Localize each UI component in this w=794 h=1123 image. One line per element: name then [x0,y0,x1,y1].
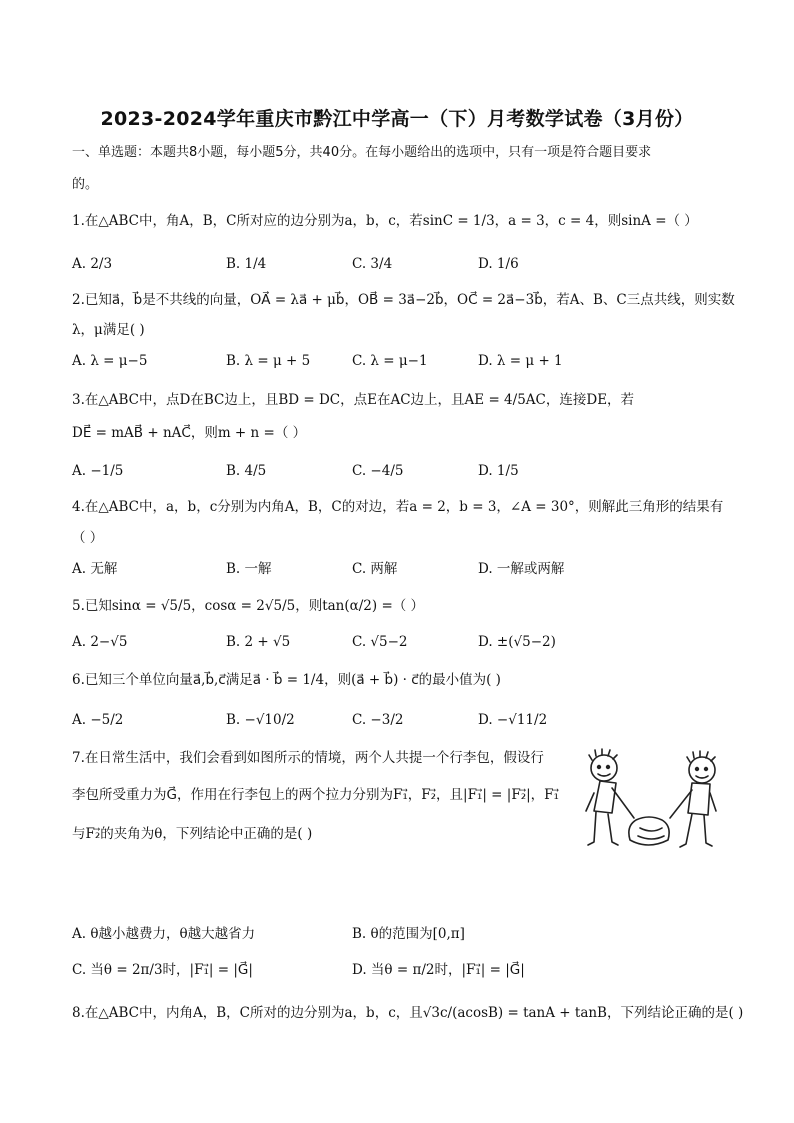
question-6-option-d: D. −√11/2 [478,712,548,728]
question-3-option-a: A. −1/5 [72,463,124,479]
exam-title: 2023-2024学年重庆市黔江中学高一（下）月考数学试卷（3月份） [100,108,694,130]
question-3-stem-line1: 3.在△ABC中，点D在BC边上，且BD = DC，点E在AC边上，且AE = 4/5AC，连接DE，若 [72,392,635,408]
left-person-arm [612,788,634,818]
right-person-body [688,783,710,815]
question-4-stem-line1: 4.在△ABC中，a，b，c分别为内角A，B，C的对边，若a = 2，b = 3，∠A = 30°，则解此三角形的结果有 [72,499,724,515]
question-2-option-d: D. λ = μ + 1 [478,353,563,369]
question-5-option-c: C. √5−2 [352,634,408,650]
right-person-legs [680,814,712,847]
question-2-option-c: C. λ = μ−1 [352,353,428,369]
question-7-stem-line3: 与F₂⃗的夹角为θ，下列结论中正确的是( ) [72,826,313,842]
question-2-stem-line1: 2.已知a⃗，b⃗是不共线的向量，OA⃗ = λa⃗ + μb⃗，OB⃗ = 3a⃗−2b⃗，OC⃗ = 2a⃗−3b⃗，若A、B、C三点共线，则实数 [72,292,735,308]
question-3-option-d: D. 1/5 [478,463,519,479]
question-4-option-b: B. 一解 [226,561,272,577]
question-4-option-c: C. 两解 [352,561,398,577]
question-1-option-a: A. 2/3 [72,256,113,272]
question-5-option-a: A. 2−√5 [72,634,128,650]
question-2-stem-line2: λ，μ满足( ) [72,322,145,338]
question-6-option-b: B. −√10/2 [226,712,295,728]
question-7-option-d: D. 当θ = π/2时，|F₁⃗| = |G⃗| [352,962,525,978]
question-8-stem: 8.在△ABC中，内角A，B，C所对的边分别为a，b，c，且√3c/(acosB) = tanA + tanB，下列结论正确的是( ) [72,1005,744,1021]
question-6-stem: 6.已知三个单位向量a⃗,b⃗,c⃗满足a⃗ · b⃗ = 1/4，则(a⃗ + b⃗) · c⃗的最小值为( ) [72,672,501,688]
section-instructions-line2: 的。 [72,177,99,192]
question-3-option-b: B. 4/5 [226,463,267,479]
two-people-carrying-bag-illustration [578,748,728,866]
section-instructions-line1: 一、单选题：本题共8小题，每小题5分，共40分。在每小题给出的选项中，只有一项是符合题目要求 [72,145,652,160]
question-1-stem: 1.在△ABC中，角A，B，C所对应的边分别为a，b，c，若sinC = 1/3，a = 3，c = 4，则sinA =（ ） [72,213,698,229]
question-2-option-a: A. λ = μ−5 [72,353,148,369]
question-1-option-d: D. 1/6 [478,256,519,272]
question-1-option-c: C. 3/4 [352,256,393,272]
question-1-option-b: B. 1/4 [226,256,267,272]
question-5-option-d: D. ±(√5−2) [478,634,556,650]
question-7-option-a: A. θ越小越费力，θ越大越省力 [72,926,256,942]
question-3-option-c: C. −4/5 [352,463,404,479]
question-4-option-a: A. 无解 [72,561,118,577]
question-7-stem-line2: 李包所受重力为G⃗，作用在行李包上的两个拉力分别为F₁⃗，F₂⃗，且|F₁⃗| = |F₂⃗|，F₁⃗ [72,787,559,803]
question-7-option-c: C. 当θ = 2π/3时，|F₁⃗| = |G⃗| [72,962,253,978]
question-2-option-b: B. λ = μ + 5 [226,353,311,369]
question-6-option-a: A. −5/2 [72,712,124,728]
left-person-legs [588,812,618,845]
question-4-option-d: D. 一解或两解 [478,561,565,577]
question-6-option-c: C. −3/2 [352,712,404,728]
question-4-stem-line2: （ ） [72,530,104,546]
question-5-stem: 5.已知sinα = √5/5，cosα = 2√5/5，则tan(α/2) =（ ） [72,598,425,614]
question-7-option-b: B. θ的范围为[0,π] [352,926,465,942]
left-person-body [594,781,616,813]
question-7-stem-line1: 7.在日常生活中，我们会看到如图所示的情境，两个人共提一个行李包，假设行 [72,750,544,766]
question-5-option-b: B. 2 + √5 [226,634,291,650]
question-3-stem-line2: DE⃗ = mAB⃗ + nAC⃗，则m + n =（ ） [72,425,307,441]
